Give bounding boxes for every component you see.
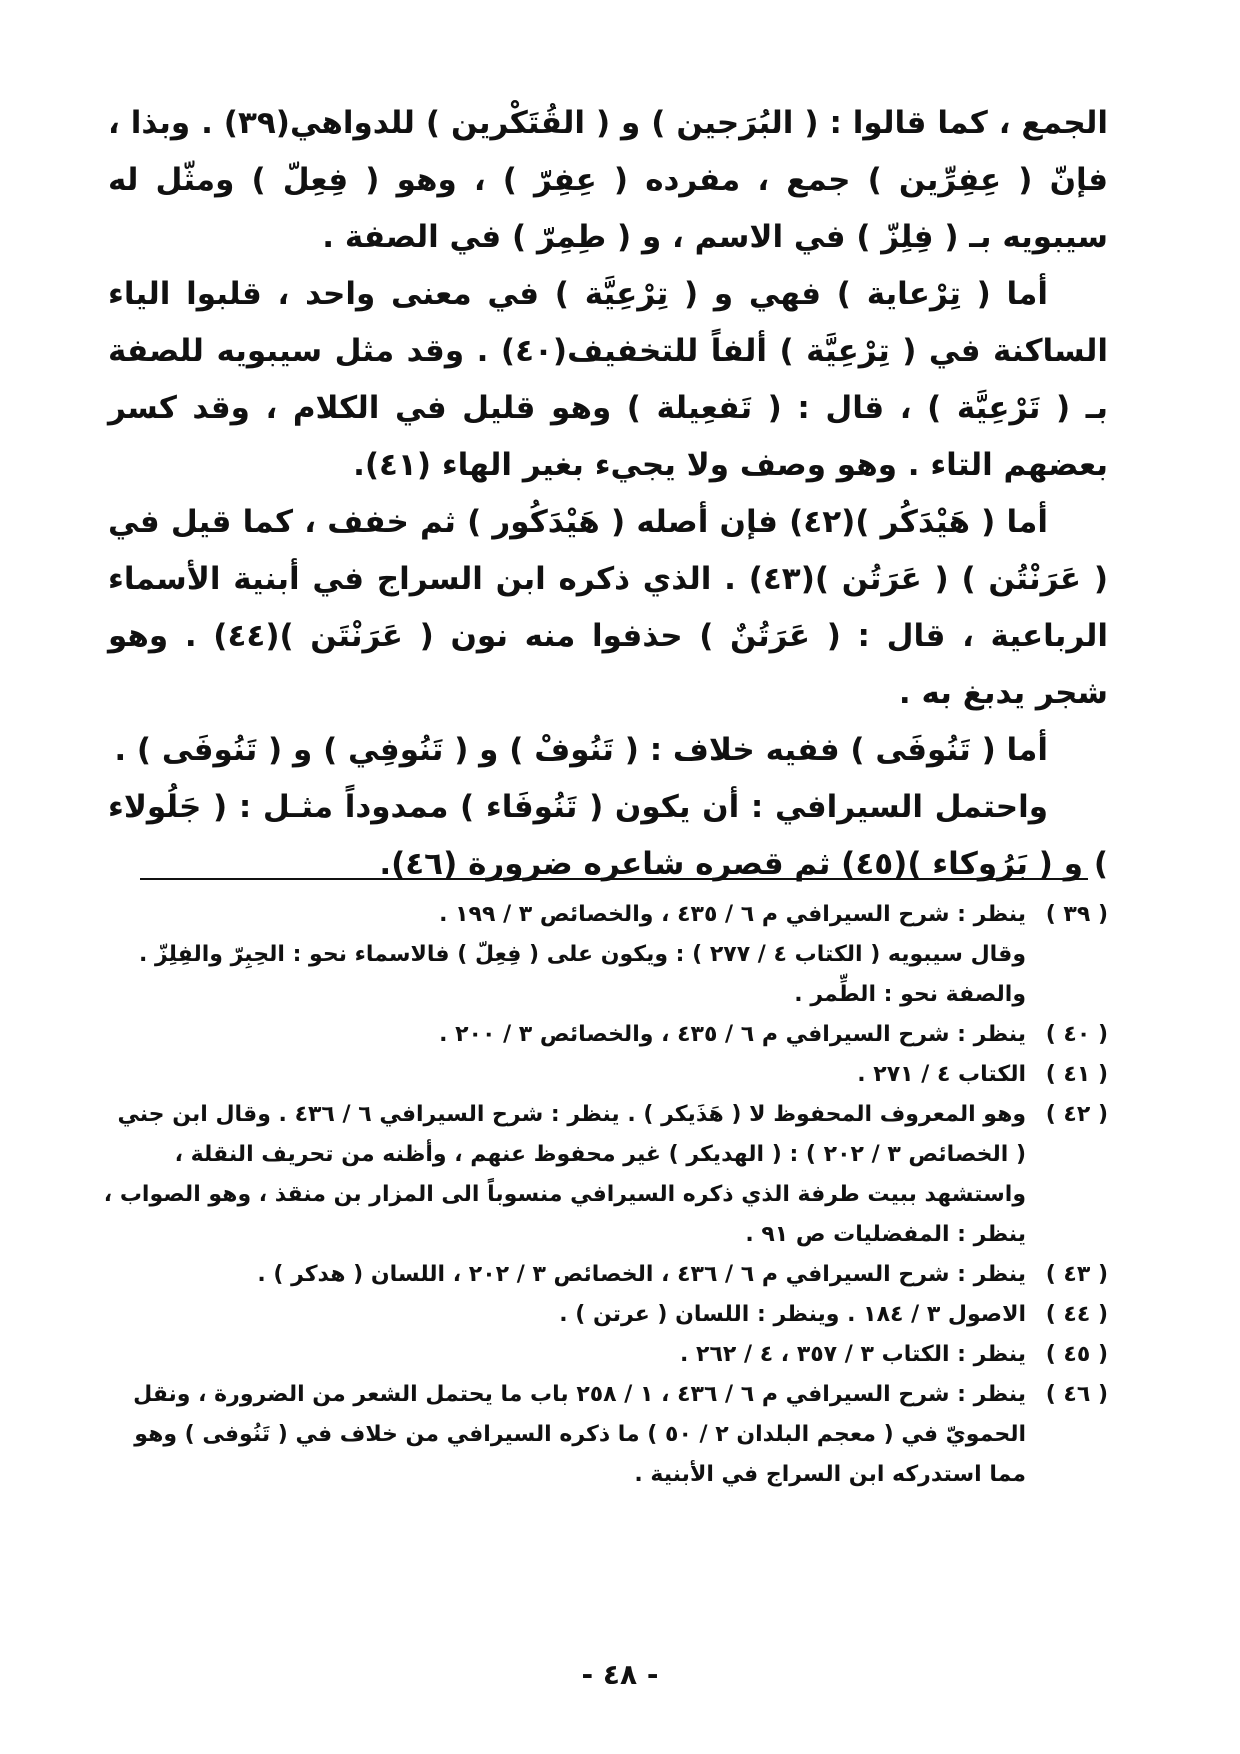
footnote-number: ( ٤٦ ) <box>1045 1382 1108 1407</box>
footnote-number: ( ٤١ ) <box>1045 1062 1108 1087</box>
footnote-line: وقال سيبويه ( الكتاب ٤ / ٢٧٧ ) : ويكون على ( فِعِلّ ) فالاسماء نحو : الحِبِرّ والفِلِزّ . <box>138 942 1026 967</box>
footnote-text <box>98 1055 1026 1095</box>
footnote-44 <box>98 1295 1108 1335</box>
paragraph-tiraya: أما ( تِرْعاية ) فهي و ( تِرْعِيَّة ) في معنى واحد ، قلبوا الياء الساكنة في ( تِرْعِيَّة ) ألفاً للتخفيف(٤٠) . وقد مثل سيبويه للصفة بـ ( تَرْعِيَّة ) ، قال : ( تَفعِيلة ) وهو قليل في الكلام ، وقد كسر بعضهم التاء . وهو وصف ولا يجيء بغير الهاء (٤١). <box>108 276 1108 483</box>
footnote-line: مما استدركه ابن السراج في الأبنية . <box>634 1462 1026 1487</box>
paragraph-tanufa: أما ( تَنُوفَى ) ففيه خلاف : ( تَنُوفْ ) و ( تَنُوفِي ) و ( تَنُوفَى ) . <box>114 732 1048 768</box>
footnote-text <box>98 1015 1026 1055</box>
footnote-line: الكتاب ٤ / ٢٧١ . <box>857 1062 1026 1087</box>
main-text <box>108 95 1108 893</box>
footnote-line: ينظر : الكتاب ٣ / ٣٥٧ ، ٤ / ٢٦٢ . <box>680 1342 1026 1367</box>
footnote-line: ( الخصائص ٣ / ٢٠٢ ) : ( الهديكر ) غير محفوظ عنهم ، وأظنه من تحريف النقلة ، <box>174 1142 1026 1167</box>
footnote-40 <box>98 1015 1108 1055</box>
paragraph-haydakur: أما ( هَيْدَكُر )(٤٢) فإن أصله ( هَيْدَكُور ) ثم خفف ، كما قيل في ( عَرَنْتُن ) ( عَرَتُن )(٤٣) . الذي ذكره ابن السراج في أبنية الأسماء الرباعية ، قال : ( عَرَتُنٌ ) حذفوا منه نون ( عَرَنْتَن )(٤٤) . وهو شجر يدبغ به . <box>108 504 1108 711</box>
footnote-line: ينظر : شرح السيرافي م ٦ / ٤٣٦ ، الخصائص ٣ / ٢٠٢ ، اللسان ( هدكر ) . <box>257 1262 1026 1287</box>
footnote-line: والصفة نحو : الطِّمر . <box>794 982 1026 1007</box>
footnote-divider <box>140 878 1088 880</box>
footnote-42 <box>98 1095 1108 1255</box>
footnotes <box>98 895 1108 1495</box>
footnote-text <box>98 895 1026 1015</box>
footnote-text <box>98 1295 1026 1335</box>
footnote-line: ينظر : شرح السيرافي م ٦ / ٤٣٥ ، والخصائص ٣ / ١٩٩ . <box>439 902 1026 927</box>
footnote-number: ( ٤٤ ) <box>1045 1302 1108 1327</box>
footnote-line: الاصول ٣ / ١٨٤ . وينظر : اللسان ( عرتن ) . <box>559 1302 1026 1327</box>
footnote-45 <box>98 1335 1108 1375</box>
page-number: - ٤٨ - <box>581 1658 659 1691</box>
paragraph-sirafi: واحتمل السيرافي : أن يكون ( تَنُوفَاء ) ممدوداً مثـل : ( جَلُولاء ) و ( بَرُوكاء )(٤٥) ثم قصره شاعره ضرورة (٤٦). <box>108 789 1108 882</box>
footnote-46 <box>98 1375 1108 1495</box>
footnote-41 <box>98 1055 1108 1095</box>
footnote-line: وهو المعروف المحفوظ لا ( هَذَيكر ) . ينظر : شرح السيرافي ٦ / ٤٣٦ . وقال ابن جني <box>117 1102 1026 1127</box>
paragraph-continuation: الجمع ، كما قالوا : ( البُرَجين ) و ( القُتَكْرين ) للدواهي(٣٩) . وبذا ، فإنّ ( عِفِرِّين ) جمع ، مفرده ( عِفِرّ ) ، وهو ( فِعِلّ ) ومثّل له سيبويه بـ ( فِلِزّ ) في الاسم ، و ( طِمِرّ ) في الصفة . <box>108 105 1108 255</box>
footnote-line: الحمويّ في ( معجم البلدان ٢ / ٥٠ ) ما ذكره السيرافي من خلاف في ( تَنُوفى ) وهو <box>134 1422 1026 1447</box>
footnote-number: ( ٤٣ ) <box>1045 1262 1108 1287</box>
footnote-number: ( ٣٩ ) <box>1045 902 1108 927</box>
footnote-number: ( ٤٠ ) <box>1045 1022 1108 1047</box>
footnote-text <box>98 1375 1026 1495</box>
footnote-line: ينظر : شرح السيرافي م ٦ / ٤٣٦ ، ١ / ٢٥٨ باب ما يحتمل الشعر من الضرورة ، ونقل <box>133 1382 1026 1407</box>
footnote-39 <box>98 895 1108 1015</box>
footnote-number: ( ٤٥ ) <box>1045 1342 1108 1367</box>
footnote-line: واستشهد ببيت طرفة الذي ذكره السيرافي منسوباً الى المزار بن منقذ ، وهو الصواب ، <box>103 1182 1026 1207</box>
footnote-text <box>98 1255 1026 1295</box>
footnote-text <box>98 1095 1026 1255</box>
footnote-text <box>98 1335 1026 1375</box>
footnote-number: ( ٤٢ ) <box>1045 1102 1108 1127</box>
footnote-line: ينظر : المفضليات ص ٩١ . <box>745 1222 1026 1247</box>
footnote-line: ينظر : شرح السيرافي م ٦ / ٤٣٥ ، والخصائص ٣ / ٢٠٠ . <box>439 1022 1026 1047</box>
footnote-43 <box>98 1255 1108 1295</box>
